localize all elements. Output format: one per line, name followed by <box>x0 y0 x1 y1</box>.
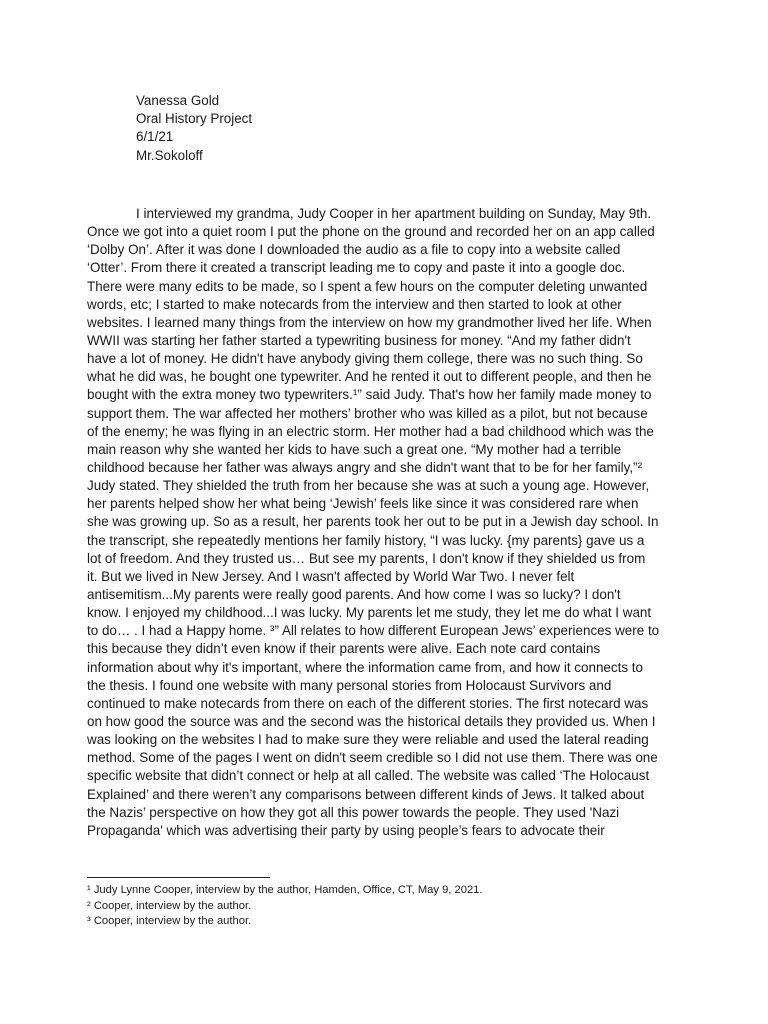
essay-body <box>87 205 683 840</box>
essay-line: information about why it's important, where the information came from, and how it connects to <box>87 659 644 675</box>
teacher-name: Mr.Sokoloff <box>136 147 203 163</box>
essay-line: WWII was starting her father started a typewriting business for money. “And my father didn't <box>87 332 631 348</box>
essay-line: support them. The war affected her mothers’ brother who was killed as a pilot, but not because <box>87 405 648 421</box>
footnote-3: ³ Cooper, interview by the author. <box>87 915 252 928</box>
essay-line: antisemitism...My parents were really good parents. And how come I was so lucky? I don't <box>87 586 621 602</box>
footnote-2: ² Cooper, interview by the author. <box>87 899 252 912</box>
essay-line: continued to make notecards from there on each of the different stories. The first notecard was <box>87 695 649 711</box>
footnotes <box>87 883 483 930</box>
essay-line: specific website that didn’t connect or help at all called. The website was called ‘The Holocaust <box>87 768 650 784</box>
essay-line: was looking on the websites I had to make sure they were reliable and used the lateral reading <box>87 732 649 748</box>
essay-line: her parents helped show her what being ‘Jewish’ feels like since it was considered rare when <box>87 496 639 512</box>
essay-line: Judy stated. They shielded the truth from her because she was at such a young age. However, <box>87 478 650 494</box>
essay-line: what he did was, he bought one typewriter. And he rented it out to different people, and then he <box>87 369 652 385</box>
essay-line: method. Some of the pages I went on didn't seem credible so I did not use them. There was one <box>87 750 658 766</box>
essay-line: childhood because her father was always angry and she didn't want that to be for her family,”² <box>87 459 643 475</box>
essay-line: bought with the extra money two typewriters.¹” said Judy. That's how her family made money to <box>87 387 652 403</box>
essay-line: have a lot of money. He didn't have anybody giving them college, there was no such thing. So <box>87 351 643 367</box>
essay-line: Once we got into a quiet room I put the phone on the ground and recorded her on an app called <box>87 224 655 240</box>
essay-line: words, etc; I started to make notecards from the interview and then started to look at other <box>87 296 622 312</box>
essay-line: There were many edits to be made, so I spent a few hours on the computer deleting unwanted <box>87 278 648 294</box>
essay-line: ‘Otter’. From there it created a transcript leading me to copy and paste it into a google doc. <box>87 260 626 276</box>
project-title: Oral History Project <box>136 111 253 127</box>
essay-line: on how good the source was and the second was the historical details they provided us. When I <box>87 713 656 729</box>
essay-line: Explained’ and there weren’t any comparisons between different kinds of Jews. It talked about <box>87 786 645 802</box>
essay-line: ‘Dolby On’. After it was done I downloaded the audio as a file to copy into a website called <box>87 242 621 258</box>
essay-line: to do… . I had a Happy home. ³” All relates to how different European Jews’ experiences were to <box>87 623 660 639</box>
essay-line: main reason why she wanted her kids to have such a great one. “My mother had a terrible <box>87 441 622 457</box>
document-header <box>136 92 252 165</box>
footnote-divider <box>87 877 270 878</box>
essay-line: she was growing up. So as a result, her parents took her out to be put in a Jewish day school. In <box>87 514 659 530</box>
essay-line: websites. I learned many things from the interview on how my grandmother lived her life. When <box>87 314 652 330</box>
essay-line: the transcript, she repeatedly mentions her family history, “I was lucky. {my parents} gave us a <box>87 532 645 548</box>
essay-line: the thesis. I found one website with many personal stories from Holocaust Survivors and <box>87 677 612 693</box>
essay-line: Propaganda' which was advertising their party by using people’s fears to advocate their <box>87 822 605 838</box>
essay-line: lot of freedom. And they trusted us… But see my parents, I don't know if they shielded us from <box>87 550 646 566</box>
essay-line: of the enemy; he was flying in an electric storm. Her mother had a bad childhood which was the <box>87 423 654 439</box>
essay-line: it. But we lived in New Jersey. And I wasn't affected by World War Two. I never felt <box>87 568 575 584</box>
essay-line: the Nazis’ perspective on how they got all this power towards the people. They used 'Nazi <box>87 804 620 820</box>
author-name: Vanessa Gold <box>136 93 220 108</box>
essay-line: this because they didn’t even know if their parents were alive. Each note card contains <box>87 641 601 657</box>
document-date: 6/1/21 <box>136 129 174 145</box>
essay-line: I interviewed my grandma, Judy Cooper in her apartment building on Sunday, May 9th. <box>136 206 652 221</box>
essay-line: know. I enjoyed my childhood...I was lucky. My parents let me study, they let me do what I want <box>87 605 652 621</box>
footnote-1: ¹ Judy Lynne Cooper, interview by the author, Hamden, Office, CT, May 9, 2021. <box>87 884 483 896</box>
